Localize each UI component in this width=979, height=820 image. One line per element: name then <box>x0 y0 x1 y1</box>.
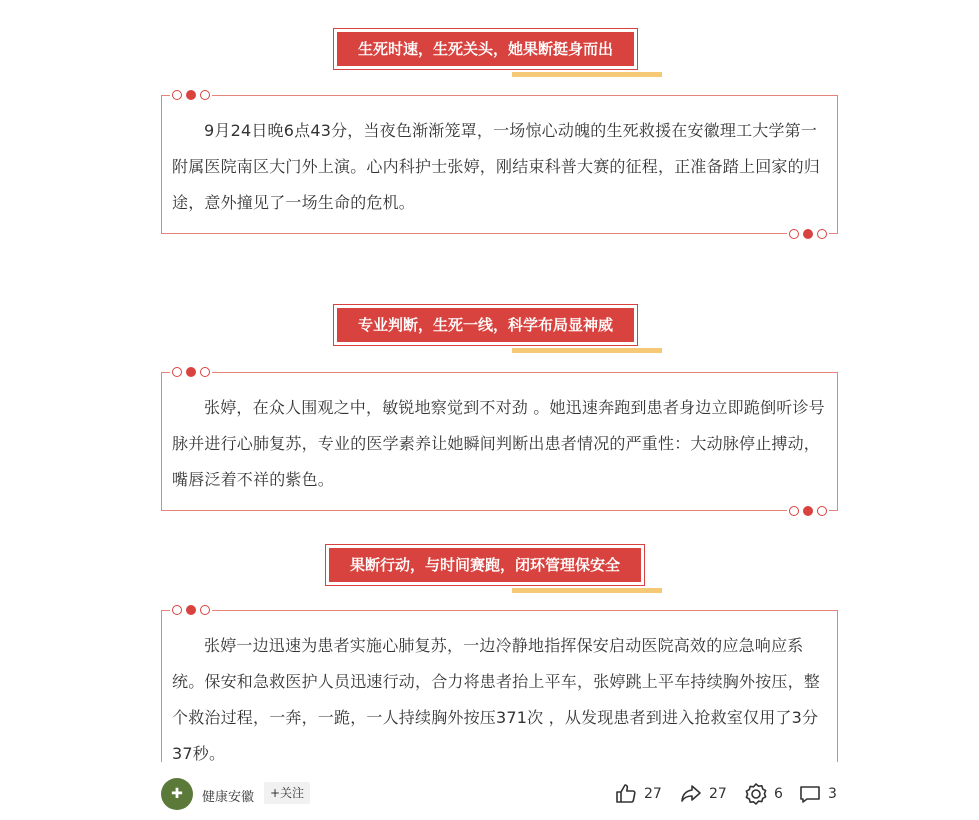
section-title-text: 专业判断，生死一线，科学布局显神威 <box>337 308 634 342</box>
author-name[interactable]: 健康安徽 <box>202 790 255 805</box>
comment-count: 3 <box>828 786 837 802</box>
section-title-3 <box>325 544 645 586</box>
corner-dots <box>170 366 212 378</box>
comment-bubble-icon <box>798 782 822 806</box>
section-title-text: 生死时速，生死关头，她果断挺身而出 <box>337 32 634 66</box>
favorite-count: 6 <box>774 786 783 802</box>
author-avatar[interactable] <box>161 778 193 810</box>
like-button[interactable] <box>614 782 662 806</box>
section-box-1 <box>161 95 838 234</box>
section-box-2 <box>161 372 838 511</box>
share-count: 27 <box>709 786 727 802</box>
favorite-badge-icon <box>744 782 768 806</box>
corner-dots <box>787 505 829 517</box>
title-underline <box>512 72 662 77</box>
section-box-3 <box>161 610 838 762</box>
corner-dots <box>787 228 829 240</box>
avatar-logo-icon: ✚ <box>171 786 183 802</box>
section-paragraph: 9月24日晚6点43分，当夜色渐渐笼罩，一场惊心动魄的生死救援在安徽理工大学第一附属医院南区大门外上演。心内科护士张婷，刚结束科普大赛的征程，正准备踏上回家的归途，意外撞见了一场生命的危机。 <box>172 121 821 212</box>
corner-dots <box>170 604 212 616</box>
section-title-1 <box>333 28 638 70</box>
section-paragraph: 张婷，在众人围观之中，敏锐地察觉到不对劲 。她迅速奔跑到患者身边立即跪倒听诊号脉并进行心肺复苏，专业的医学素养让她瞬间判断出患者情况的严重性：大动脉停止搏动，嘴唇泛着不祥的紫色。 <box>172 398 825 489</box>
bottom-action-bar <box>0 770 979 820</box>
section-title-2 <box>333 304 638 346</box>
thumbs-up-icon <box>614 782 638 806</box>
section-title-text: 果断行动，与时间赛跑，闭环管理保安全 <box>329 548 641 582</box>
share-button[interactable] <box>679 782 727 806</box>
like-count: 27 <box>644 786 662 802</box>
section-paragraph: 张婷一边迅速为患者实施心肺复苏，一边冷静地指挥保安启动医院高效的应急响应系统。保安和急救医护人员迅速行动，合力将患者抬上平车，张婷跳上平车持续胸外按压，整个救治过程，一奔，一跪，一人持续胸外按压371次 ，从发现患者到进入抢救室仅用了3分37秒。 <box>172 636 821 762</box>
follow-button[interactable]: +关注 <box>264 782 310 804</box>
share-arrow-icon <box>679 782 703 806</box>
title-underline <box>512 348 662 353</box>
title-underline <box>512 588 662 593</box>
corner-dots <box>170 89 212 101</box>
comment-button[interactable] <box>798 782 837 806</box>
favorite-button[interactable] <box>744 782 783 806</box>
